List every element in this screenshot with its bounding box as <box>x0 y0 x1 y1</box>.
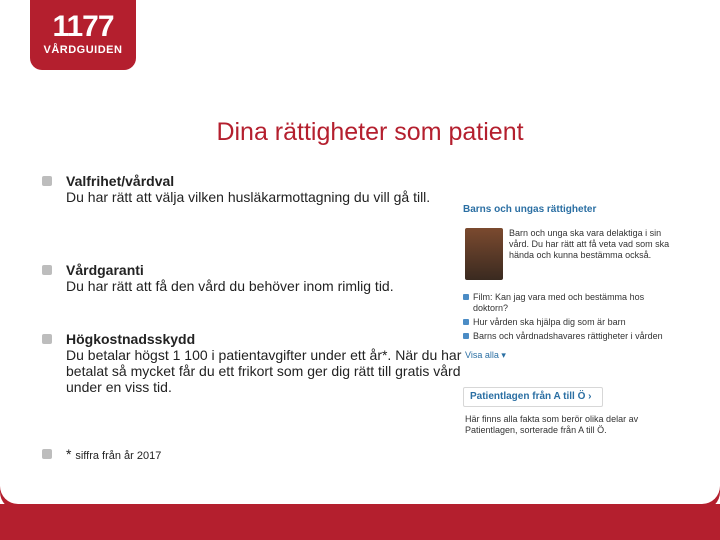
card-intro: Barn och unga ska vara delaktiga i sin vård. Du har rätt att få veta vad som ska hända och kunna bestämma också. <box>509 228 670 260</box>
bullet-heading: Vårdgaranti <box>66 262 144 278</box>
patientlagen-description: Här finns alla fakta som berör olika delar av Patientlagen, sorterade från A till Ö. <box>465 414 639 435</box>
page-title: Dina rättigheter som patient <box>216 118 524 146</box>
footer-curve <box>0 474 720 504</box>
logo-number: 1177 <box>52 10 114 43</box>
bullet-icon <box>42 176 52 186</box>
bullet-heading: Valfrihet/vårdval <box>66 173 175 189</box>
footnote-text: siffra från år 2017 <box>75 450 162 462</box>
card-link[interactable]: Film: Kan jag vara med och bestämma hos doktorn? <box>463 292 675 314</box>
card-heading: Barns och ungas rättigheter <box>463 204 597 215</box>
child-photo <box>465 228 503 280</box>
card-link[interactable]: Barns och vårdnadshavares rättigheter i vården <box>463 331 675 342</box>
bullet-icon <box>42 449 52 459</box>
card-link[interactable]: Hur vården ska hjälpa dig som är barn <box>463 317 675 328</box>
patientlagen-button[interactable]: Patientlagen från A till Ö › <box>463 387 603 407</box>
bullet-icon <box>42 334 52 344</box>
bullet-icon <box>42 265 52 275</box>
logo-subtitle: VÅRDGUIDEN <box>43 44 123 56</box>
card-links <box>463 292 675 345</box>
footer-bar <box>0 504 720 540</box>
bullet-item-hogkostnadsskydd <box>42 331 462 395</box>
bullet-text: Du betalar högst 1 100 i patientavgifter under ett år*. När du har betalat så mycket får du ett frikort som ger dig rätt till gratis vård under en viss tid. <box>66 347 462 395</box>
bullet-item-valfrihet <box>42 173 462 205</box>
bullet-heading: Högkostnadsskydd <box>66 331 196 347</box>
web-screenshot-card <box>463 204 675 436</box>
bullet-item-footnote <box>42 446 462 464</box>
bullet-text: Du har rätt att få den vård du behöver inom rimlig tid. <box>66 278 394 294</box>
see-all-link[interactable]: Visa alla ▾ <box>465 350 506 360</box>
logo <box>30 0 136 70</box>
footnote-marker: * <box>66 446 72 462</box>
bullet-item-vardgaranti <box>42 262 462 294</box>
bullet-text: Du har rätt att välja vilken husläkarmottagning du vill gå till. <box>66 189 431 205</box>
